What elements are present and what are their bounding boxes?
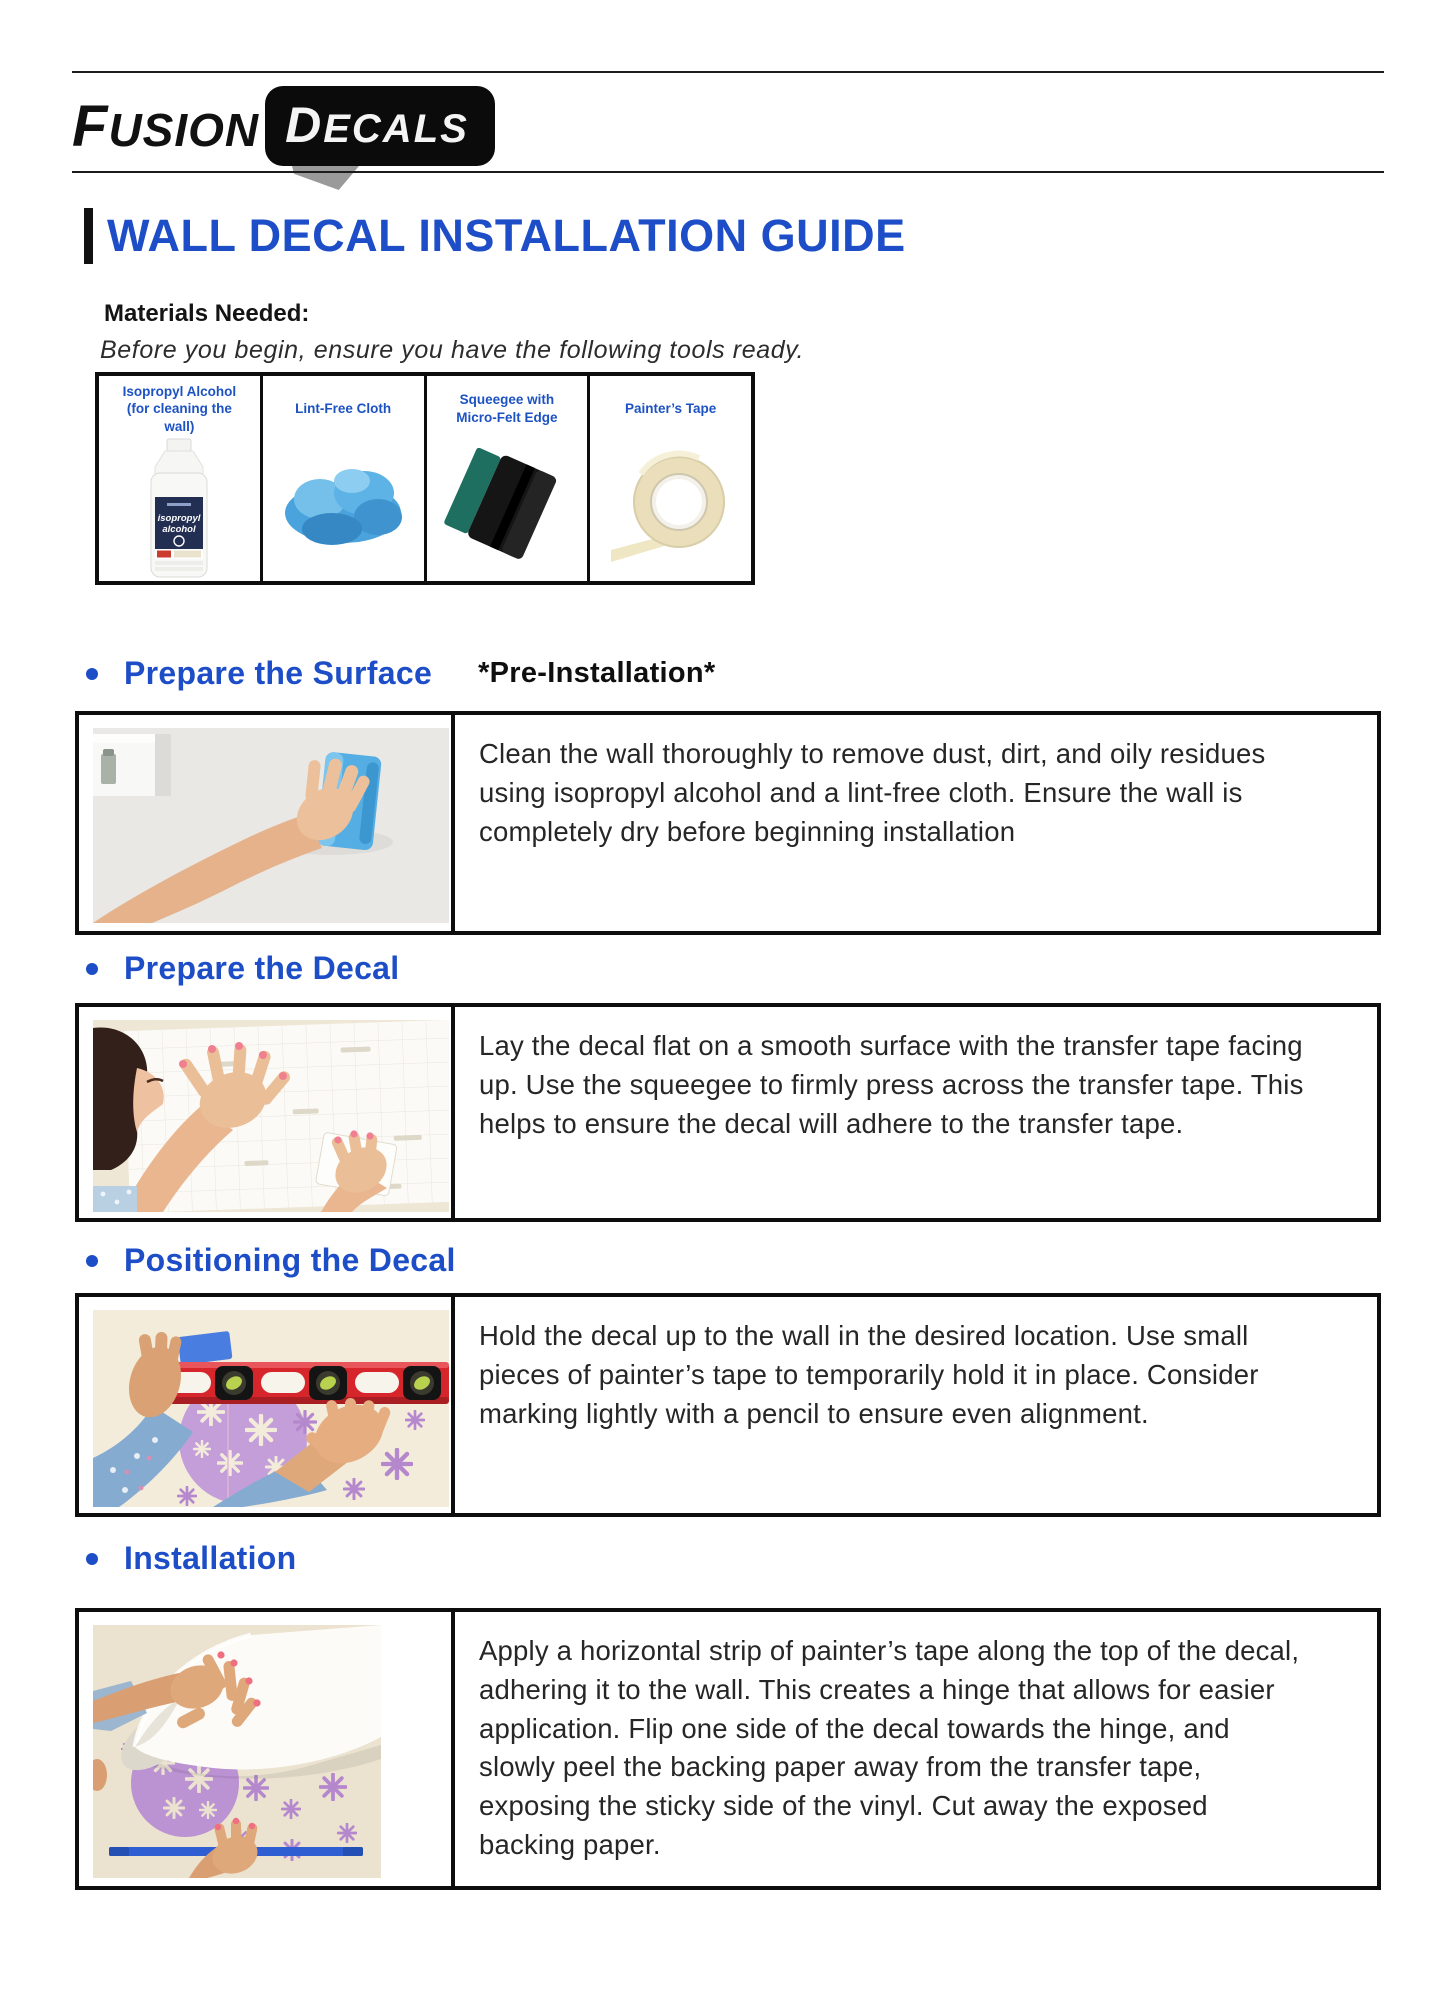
- material-label: Lint-Free Cloth: [295, 401, 392, 417]
- materials-heading: Materials Needed:: [104, 300, 310, 327]
- info-box-prepare-decal: [75, 1003, 1381, 1222]
- squeegee-on-decal-photo: [79, 1007, 455, 1218]
- logo-text-fusion: FUSION: [72, 93, 260, 159]
- material-cell-lint-free-cloth: [263, 376, 427, 581]
- section-heading-positioning-decal: [86, 1242, 502, 1279]
- material-label: Isopropyl Alcohol (for cleaning the wall): [122, 383, 237, 434]
- info-box-positioning-decal: [75, 1293, 1381, 1517]
- section-title: Positioning the Decal: [124, 1242, 456, 1278]
- section-body-text: Lay the decal flat on a smooth surface with the transfer tape facing up. Use the squeegee to firmly press across the transfer tape. This helps to ensure the decal will adhere to the transfer tape.: [479, 1030, 1304, 1139]
- info-box-prepare-surface: [75, 711, 1381, 935]
- painters-tape-icon: [594, 437, 747, 575]
- page-title: WALL DECAL INSTALLATION GUIDE: [107, 210, 906, 261]
- alcohol-bottle-icon: [103, 437, 256, 579]
- peel-backing-photo: [79, 1612, 455, 1886]
- title-accent-bar: [84, 208, 93, 264]
- wiping-wall-photo: [79, 715, 455, 931]
- fusion-decals-logo: [72, 84, 493, 168]
- level-alignment-photo: [79, 1297, 455, 1513]
- material-cell-squeegee: [427, 376, 591, 581]
- bullet-icon: [86, 668, 98, 680]
- section-heading-prepare-surface: [86, 655, 716, 692]
- material-cell-isopropyl-alcohol: [99, 376, 263, 581]
- materials-intro: Before you begin, ensure you have the following tools ready.: [100, 336, 805, 364]
- svg-text:isopropyl: isopropyl: [157, 513, 201, 524]
- title-row: [84, 208, 906, 264]
- section-title: Prepare the Decal: [124, 950, 400, 986]
- material-label: Painter’s Tape: [624, 401, 717, 417]
- section-heading-prepare-decal: [86, 950, 445, 987]
- header-rule: [72, 171, 1384, 173]
- top-rule: [72, 71, 1384, 73]
- section-body-text: Hold the decal up to the wall in the desired location. Use small pieces of painter’s tape to temporarily hold it in place. Consider marking lightly with a pencil to ensure even alignment.: [479, 1320, 1259, 1429]
- section-note: *Pre-Installation*: [478, 657, 716, 689]
- bullet-icon: [86, 1553, 98, 1565]
- section-body-text: Apply a horizontal strip of painter’s tape along the top of the decal, adhering it to the wall. This creates a hinge that allows for easier application. Flip one side of the decal towards the hinge, and slowly peel the backing paper away from the transfer tape, exposing the sticky side of the vinyl. Cut away the exposed backing paper.: [479, 1635, 1300, 1860]
- lint-free-cloth-icon: [267, 437, 420, 575]
- material-cell-painters-tape: [590, 376, 751, 581]
- section-heading-installation: [86, 1540, 343, 1577]
- logo-badge: [267, 88, 493, 164]
- materials-table: [95, 372, 755, 585]
- bullet-icon: [86, 1255, 98, 1267]
- bullet-icon: [86, 963, 98, 975]
- section-body-text: Clean the wall thoroughly to remove dust, dirt, and oily residues using isopropyl alcohol and a lint-free cloth. Ensure the wall is completely dry before beginning installation: [479, 738, 1266, 847]
- svg-text:alcohol: alcohol: [162, 524, 197, 535]
- section-title: Prepare the Surface: [124, 655, 433, 691]
- info-box-installation: [75, 1608, 1381, 1890]
- squeegee-icon: [431, 437, 584, 575]
- logo-text-decals: DECALS: [267, 88, 493, 164]
- section-title: Installation: [124, 1540, 297, 1576]
- material-label: Squeegee with Micro-Felt Edge: [456, 392, 558, 425]
